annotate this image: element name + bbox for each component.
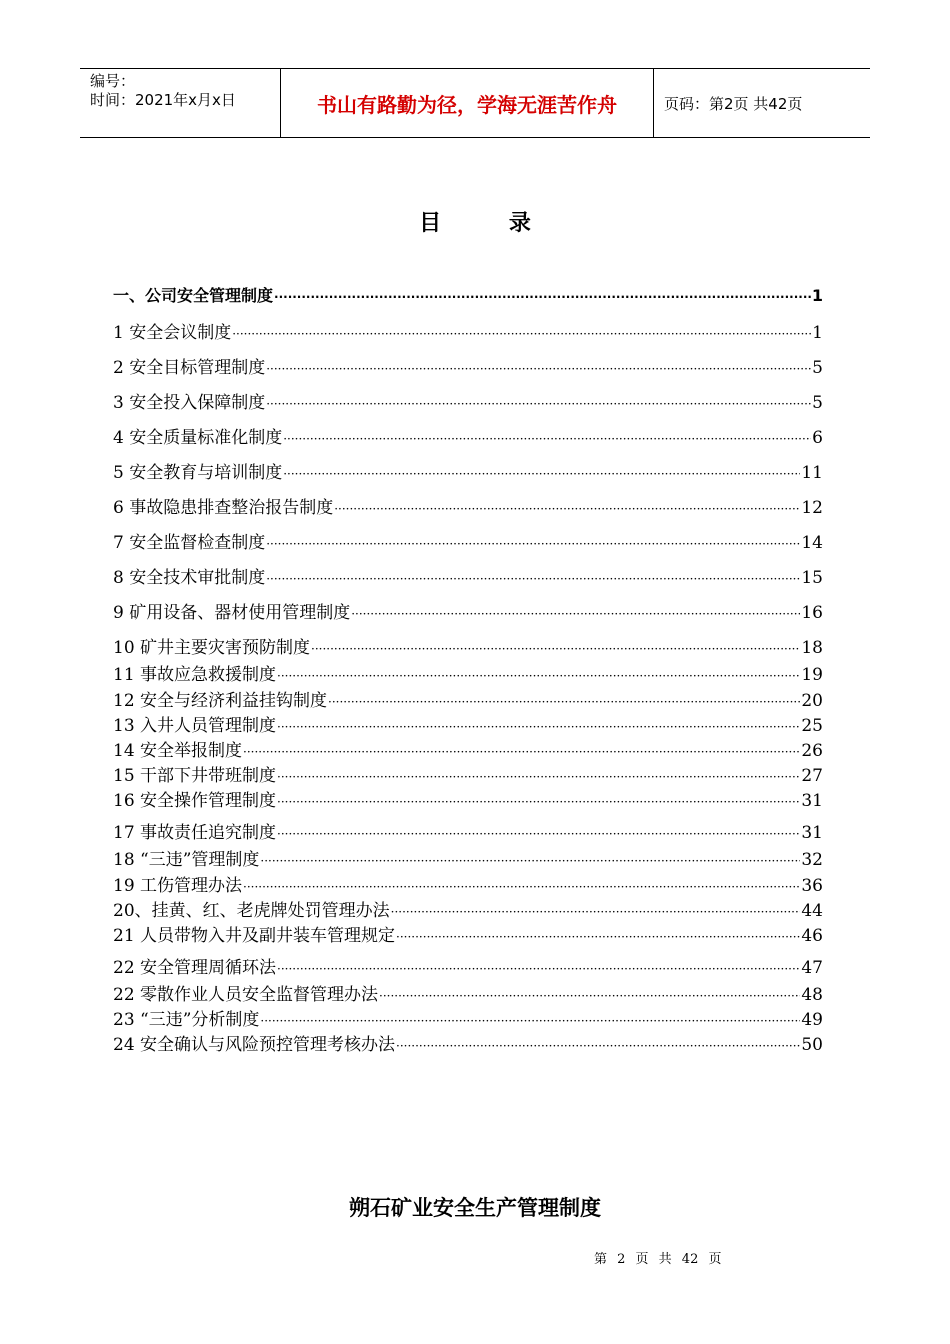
toc-entry[interactable] [113, 423, 823, 448]
toc-entry-page: 6 [812, 428, 823, 448]
toc-entry-label: 11 事故应急救援制度 [113, 665, 277, 685]
toc-entry-page: 36 [801, 876, 823, 896]
toc-entry-page: 25 [801, 716, 823, 736]
toc-leader-dots [283, 463, 800, 483]
toc-entry-label: 22 零散作业人员安全监督管理办法 [113, 985, 379, 1005]
toc-entry-label: 24 安全确认与风险预控管理考核办法 [113, 1035, 396, 1055]
toc-entry-label: 8 安全技术审批制度 [113, 568, 266, 588]
header-page-info: 页码：第2页 共42页 [664, 94, 803, 113]
toc-leader-dots [396, 926, 800, 946]
toc-leader-dots [232, 323, 811, 343]
toc-leader-dots [277, 791, 800, 811]
toc-entry-page: 20 [801, 691, 823, 711]
toc-entry-label: 13 入井人员管理制度 [113, 716, 277, 736]
number-label: 编号： [90, 72, 136, 90]
toc-leader-dots [243, 876, 800, 896]
toc-entry-page: 1 [812, 323, 823, 343]
toc-entry-page: 5 [812, 358, 823, 378]
toc-entry-page: 47 [801, 958, 823, 978]
toc-entry[interactable] [113, 283, 823, 306]
toc-entry-page: 48 [801, 985, 823, 1005]
time-label: 时间：2021年x月x日 [90, 91, 236, 109]
toc-entry[interactable] [113, 845, 823, 870]
toc-entry[interactable] [113, 871, 823, 896]
toc-entry-page: 49 [801, 1010, 823, 1030]
header-motto: 书山有路勤为径，学海无涯苦作舟 [281, 69, 654, 137]
toc-entry[interactable] [113, 686, 823, 711]
toc-entry[interactable] [113, 896, 823, 921]
toc-entry[interactable] [113, 598, 823, 623]
toc-entry-page: 18 [801, 638, 823, 658]
toc-leader-dots [243, 741, 800, 761]
toc-entry-label: 10 矿井主要灾害预防制度 [113, 638, 311, 658]
toc-entry-page: 16 [801, 603, 823, 623]
toc-entry[interactable] [113, 980, 823, 1005]
toc-entry[interactable] [113, 1030, 823, 1055]
toc-entry-label: 5 安全教育与培训制度 [113, 463, 283, 483]
toc-leader-dots [396, 1035, 800, 1055]
toc-leader-dots [277, 665, 800, 685]
toc-entry[interactable] [113, 711, 823, 736]
header-meta [80, 69, 281, 137]
toc-entry-label: 15 干部下井带班制度 [113, 766, 277, 786]
toc-entry-page: 14 [801, 533, 823, 553]
toc-leader-dots [266, 358, 811, 378]
page-footer: 第 2 页 共 42 页 [594, 1252, 722, 1267]
toc-leader-dots [328, 691, 800, 711]
toc-entry-label: 16 安全操作管理制度 [113, 791, 277, 811]
toc-leader-dots [266, 393, 811, 413]
toc-entry-label: 一、公司安全管理制度 [113, 286, 274, 305]
toc-entry-label: 17 事故责任追究制度 [113, 823, 277, 843]
toc-leader-dots [379, 985, 800, 1005]
toc-entry[interactable] [113, 528, 823, 553]
toc-entry-page: 11 [801, 463, 823, 483]
toc-leader-dots [277, 766, 800, 786]
toc-entry[interactable] [113, 563, 823, 588]
toc-entry-page: 44 [801, 901, 823, 921]
toc-entry-label: 7 安全监督检查制度 [113, 533, 266, 553]
toc-leader-dots [334, 498, 800, 518]
toc-entry-page: 5 [812, 393, 823, 413]
toc-entry[interactable] [113, 761, 823, 786]
toc-entry-label: 22 安全管理周循环法 [113, 958, 277, 978]
toc-entry-label: 19 工伤管理办法 [113, 876, 243, 896]
toc-entry-label: 23 “三违”分析制度 [113, 1010, 260, 1030]
toc-leader-dots [277, 823, 800, 843]
toc-entry-label: 21 人员带物入井及副井装车管理规定 [113, 926, 396, 946]
toc-entry-page: 26 [801, 741, 823, 761]
toc-entry-page: 50 [801, 1035, 823, 1055]
toc-entry-page: 27 [801, 766, 823, 786]
toc-leader-dots [260, 850, 800, 870]
toc-entry-page: 12 [801, 498, 823, 518]
toc-entry[interactable] [113, 786, 823, 811]
toc-entry-page: 15 [801, 568, 823, 588]
toc-leader-dots [283, 428, 811, 448]
toc-entry-label: 2 安全目标管理制度 [113, 358, 266, 378]
toc-leader-dots [274, 286, 811, 305]
toc-entry[interactable] [113, 353, 823, 378]
toc-leader-dots [277, 716, 800, 736]
toc-entry-label: 18 “三违”管理制度 [113, 850, 260, 870]
toc-entry-label: 3 安全投入保障制度 [113, 393, 266, 413]
toc-entry-page: 31 [801, 791, 823, 811]
toc-entry-page: 1 [811, 286, 823, 305]
toc-entry-label: 20、挂黄、红、老虎牌处罚管理办法 [113, 901, 390, 921]
toc-leader-dots [351, 603, 800, 623]
toc-title: 目 录 [419, 210, 561, 236]
toc-entry-page: 46 [801, 926, 823, 946]
toc-entry[interactable] [113, 388, 823, 413]
toc-entry[interactable] [113, 660, 823, 685]
toc-leader-dots [266, 568, 800, 588]
toc-entry-label: 14 安全举报制度 [113, 741, 243, 761]
toc-entry-label: 9 矿用设备、器材使用管理制度 [113, 603, 351, 623]
page-header [80, 68, 870, 138]
toc-leader-dots [266, 533, 800, 553]
document-title: 朔石矿业安全生产管理制度 [349, 1195, 601, 1220]
toc-entry[interactable] [113, 318, 823, 343]
toc-leader-dots [277, 958, 800, 978]
toc-entry[interactable] [113, 458, 823, 483]
toc-entry[interactable] [113, 1005, 823, 1030]
toc-leader-dots [260, 1010, 800, 1030]
toc-entry[interactable] [113, 921, 823, 946]
toc-leader-dots [391, 901, 801, 921]
toc-entry-label: 1 安全会议制度 [113, 323, 232, 343]
toc-entry-page: 32 [801, 850, 823, 870]
toc-entry-page: 19 [801, 665, 823, 685]
toc-leader-dots [311, 638, 800, 658]
toc-entry-label: 4 安全质量标准化制度 [113, 428, 283, 448]
toc-entry-label: 12 安全与经济利益挂钩制度 [113, 691, 328, 711]
toc-entry[interactable] [113, 493, 823, 518]
toc-entry-page: 31 [801, 823, 823, 843]
toc-entry[interactable] [113, 953, 823, 978]
toc-entry[interactable] [113, 633, 823, 658]
toc-entry[interactable] [113, 736, 823, 761]
toc-entry[interactable] [113, 818, 823, 843]
toc-entry-label: 6 事故隐患排查整治报告制度 [113, 498, 334, 518]
